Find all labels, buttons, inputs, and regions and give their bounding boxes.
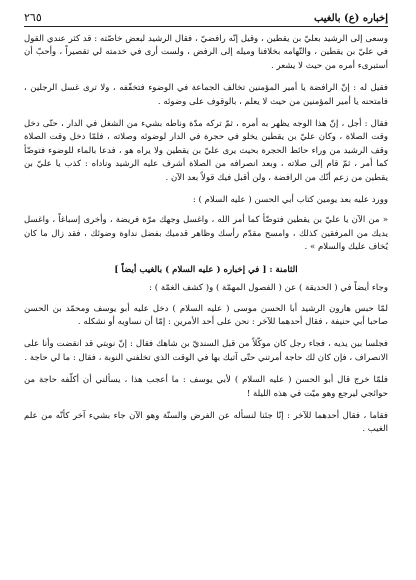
quoted-letter: « من الآن يا عليّ بن يقطين فتوضّأ كما أمر الله ، واغسل وجهك مرّة فريضة ، وأخرى إسباغاً ، واغسل يديك من المرفقين كذلك ، وامسح مقدّم رأسك وظاهر قدميك بفضل نداوة وضوئك ، فقد زال ما كان يُخاف عليك والسلام » . bbox=[24, 215, 388, 253]
section-heading: الثامنة : [ في إخباره ( عليه السلام ) بالغيب أيضاً ] bbox=[114, 264, 298, 275]
paragraph: فقيل له : إنّ الرافضة يا أمير المؤمنين تخالف الجماعة في الوضوء فتخفّفه ، ولا ترى غسل الرجلين ، فامتحنه يا أمير المؤمنين من حيث لا يعلم ، بالوقوف على وضوئه . bbox=[24, 83, 388, 107]
page-body bbox=[24, 33, 388, 437]
paragraph: وجاء أيضاً في ( الحديقة ) عن ( الفصول المهمّة ) و( كشف الغمّة ) : bbox=[149, 283, 388, 294]
page-number: ٢٦٥ bbox=[24, 11, 42, 24]
page-header bbox=[24, 6, 388, 27]
paragraph: لمّا حبس هارون الرشيد أبا الحسن موسى ( عليه السلام ) دخل عليه أبو يوسف ومحمّد بن الحسن صاحبا أبي حنيفة ، فقال أحدهما للآخر : نحن على أحد الأمرين : إمّا أن نساويه أو نشكله . bbox=[24, 303, 388, 327]
paragraph: وورد عليه بعد يومين كتاب أبي الحسن ( عليه السلام ) : bbox=[192, 195, 388, 206]
paragraph: فلمّا خرج قال أبو الحسن ( عليه السلام ) لأبي يوسف : ما أعجب هذا ، يسألني أن أكلّفه حاجة من حوائجي ليرجع وهو ميّت في هذه الليلة ! bbox=[24, 375, 388, 399]
paragraph: فقاما ، فقال أحدهما للآخر : إنّا جئنا لنسأله عن الفرض والسنّة وهو الآن جاء بشيء آخر كأنّه من علم الغيب . bbox=[24, 410, 388, 435]
paragraph: فقال : أجل ، إنّ هذا الوجه يظهر به أمره ، ثمّ تركه مدّة وناطه بشيء من الشغل في الدار ، حتّى دخل وقت الصلاة ، وكان عليّ بن يقطين يخلو في حجرة في الدار لوضوئه وصلاته ، فلمّا دخل وقت الصلاة وقف الرشيد من وراء حائط الحجرة بحيث يرى عليّ بن يقطين ولا يراه هو ، فدعا بالماء للوضوء فتوضّأ كما أمر ، ثمّ قام إلى صلاته ، وبعد انصرافه من الصلاة أشرف عليه الرشيد وناداه : كذب يا عليّ بن يقطين من زعم أنّك من الرافضة ، ولن أقبل فيك قولاً بعد الآن . bbox=[24, 119, 388, 183]
running-title: إخباره (ع) بالغيب bbox=[313, 13, 388, 24]
paragraph: فجلسا بين يديه ، فجاء رجل كان موكّلاً من قبل السنديّ بن شاهك فقال : إنّ نوبتي قد انقضت وأنا على الانصراف ، فإن كان لك حاجة أمرتني حتّى آتيك بها في الوقت الذي تخلفني النوبة ، فقال : ما لي حاجة . bbox=[24, 339, 388, 363]
paragraph: وسعى إلى الرشيد بعليّ بن يقطين ، وقيل إنّه رافضيّ ، فقال الرشيد لبعض خاصّته : قد كثر عندي القول في عليّ بن يقطين ، والتّهامه بخلافنا وميله إلى الرفض ، ولست أرى في خدمته لي تقصيراً ، وأحبّ أن أستبرىء أمره من حيث لا يشعر . bbox=[24, 34, 388, 71]
